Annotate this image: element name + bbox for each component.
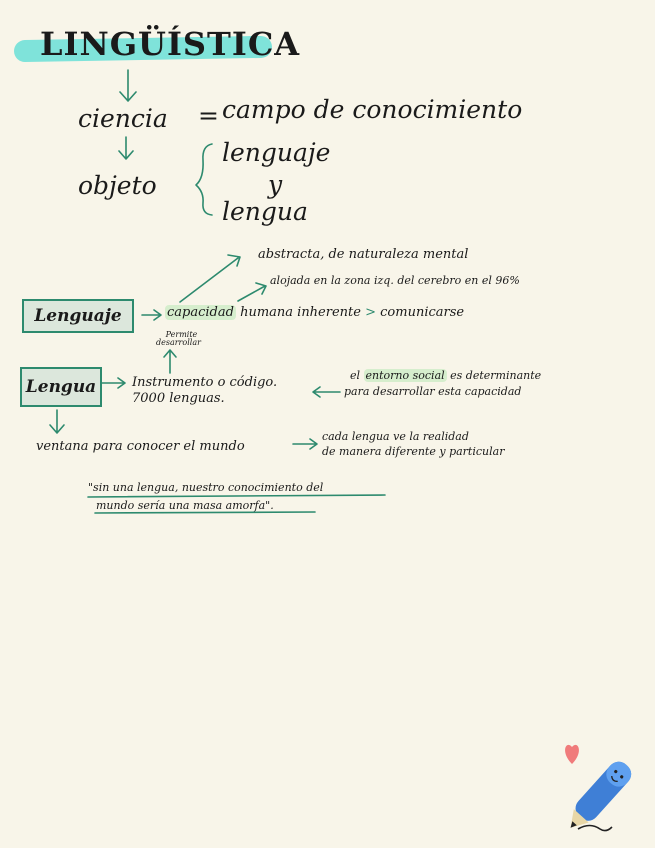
quote-underline [88,495,385,497]
entorno-post: es determinante [450,369,542,382]
lenguaje-attr-alojada: alojada en la zona izq. del cerebro en el 96% [270,274,520,287]
objeto-item-lengua: lengua [222,197,308,226]
capacidad-highlight: capacidad [167,305,234,320]
entorno-pre: el [350,369,361,382]
entorno-line1 [350,370,541,381]
permite-line2: desarrollar [156,338,201,348]
entorno-highlight: entorno social [365,369,445,382]
ciencia-definition: campo de conocimiento [222,95,523,124]
quote-line1: "sin una lengua, nuestro conocimiento del [88,481,324,494]
equals-sign: = [198,101,219,130]
lenguaje-attr-abstracta: abstracta, de naturaleza mental [258,247,469,262]
pen-heart-icon [562,745,636,836]
page-title: LINGÜÍSTICA [40,25,301,63]
ciencia-word: ciencia [78,104,168,133]
arrow-right-icon [101,378,125,388]
objeto-item-lenguaje: lenguaje [222,138,331,167]
ventana-result-line2: de manera diferente y particular [322,445,505,458]
lenguaje-box-label: Lenguaje [34,306,122,326]
objeto-word: objeto [78,171,157,200]
brace-icon [196,144,212,215]
lengua-box-label: Lengua [25,377,97,397]
lenguaje-capacidad [165,306,464,319]
arrow-down-icon [50,410,64,433]
capacidad-rest: humana inherente [240,305,361,320]
lengua-box [20,367,102,407]
ventana-text: ventana para conocer el mundo [36,439,245,454]
greater-than-icon: > [365,305,376,320]
objeto-item-y: y [268,170,283,199]
arrow-right-icon [142,310,161,320]
quote-underline [95,512,315,513]
comunicarse-text: comunicarse [380,305,465,320]
arrow-up-right-icon [238,283,266,301]
arrow-up-icon [164,350,176,373]
arrow-up-right-icon [180,255,240,302]
arrow-down-icon [120,70,136,101]
arrow-right-icon [293,439,317,449]
entorno-line2: para desarrollar esta capacidad [344,385,522,398]
permite-line1: Permite [165,330,198,339]
permite-desarrollar [156,331,201,348]
ventana-result-line1: cada lengua ve la realidad [322,430,469,443]
quote-line2: mundo sería una masa amorfa". [96,499,274,512]
lengua-7000: 7000 lenguas. [132,391,225,406]
lenguaje-box [22,299,134,333]
lengua-instrumento: Instrumento o código. [132,375,278,390]
arrow-left-icon [313,387,340,397]
arrow-down-icon [119,137,133,159]
